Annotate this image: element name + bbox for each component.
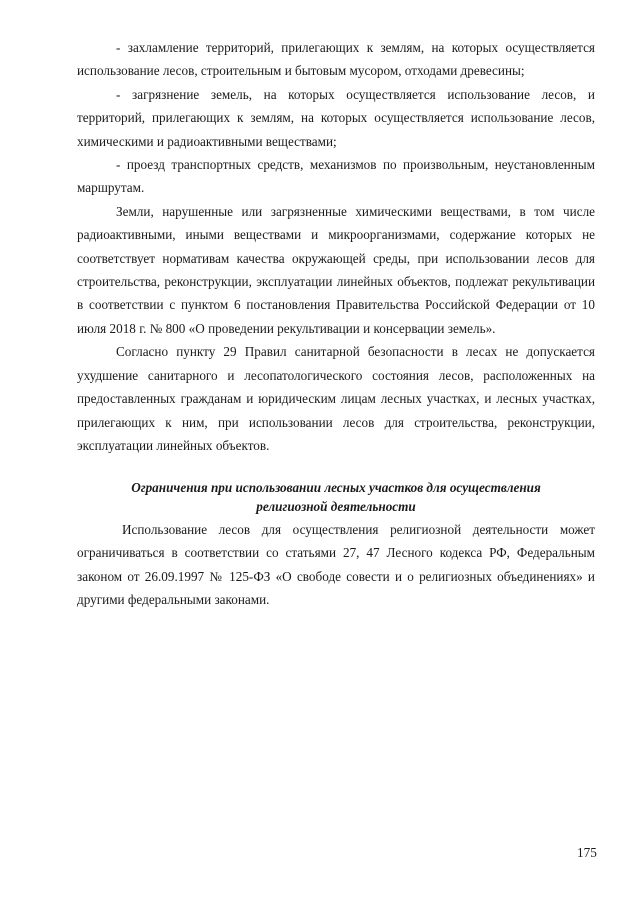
paragraph-recultivation: Земли, нарушенные или загрязненные химическими веществами, в том числе радиоактивными, иными веществами и микроорганизмами, содержание которых не соответствует нормативам качества окружающей среды, при использовании лесов для строительства, реконструкции, эксплуатации линейных объектов, подлежат рекультивации в соответствии с пунктом 6 постановления Правительства Российской Федерации от 10 июля 2018 г. № 800 «О проведении рекультивации и консервации земель». [77, 203, 595, 336]
body-text-lower [77, 518, 595, 612]
bullet-paragraph-littering: - захламление территорий, прилегающих к землям, на которых осуществляется использование лесов, строительным и бытовым мусором, отходами древесины; [77, 40, 595, 79]
section-heading [77, 478, 595, 516]
section-heading-line-1: Ограничения при использовании лесных участков для осуществления [131, 480, 541, 495]
page-number: 175 [577, 845, 597, 860]
bullet-paragraph-vehicles: - проезд транспортных средств, механизмов по произвольным, неустановленным маршрутам. [77, 157, 595, 196]
body-text-upper [77, 36, 595, 457]
section-heading-line-2: религиозной деятельности [256, 499, 416, 514]
paragraph-religious-use: Использование лесов для осуществления религиозной деятельности может ограничиваться в соответствии со статьями 27, 47 Лесного кодекса РФ, Федеральным законом от 26.09.1997 № 125-ФЗ «О свободе совести и о религиозных объединениях» и другими федеральными законами. [77, 522, 595, 608]
bullet-paragraph-pollution: - загрязнение земель, на которых осуществляется использование лесов, и территорий, прилегающих к землям, на которых осуществляется использование лесов, химическими и радиоактивными веществами; [77, 86, 595, 149]
paragraph-sanitary-rules: Согласно пункту 29 Правил санитарной безопасности в лесах не допускается ухудшение санитарного и лесопатологического состояния лесов, расположенных на предоставленных гражданам и юридическим лицам лесных участках, и лесных участках, прилегающих к ним, при использовании лесов для строительства, реконструкции, эксплуатации линейных объектов. [77, 344, 595, 453]
